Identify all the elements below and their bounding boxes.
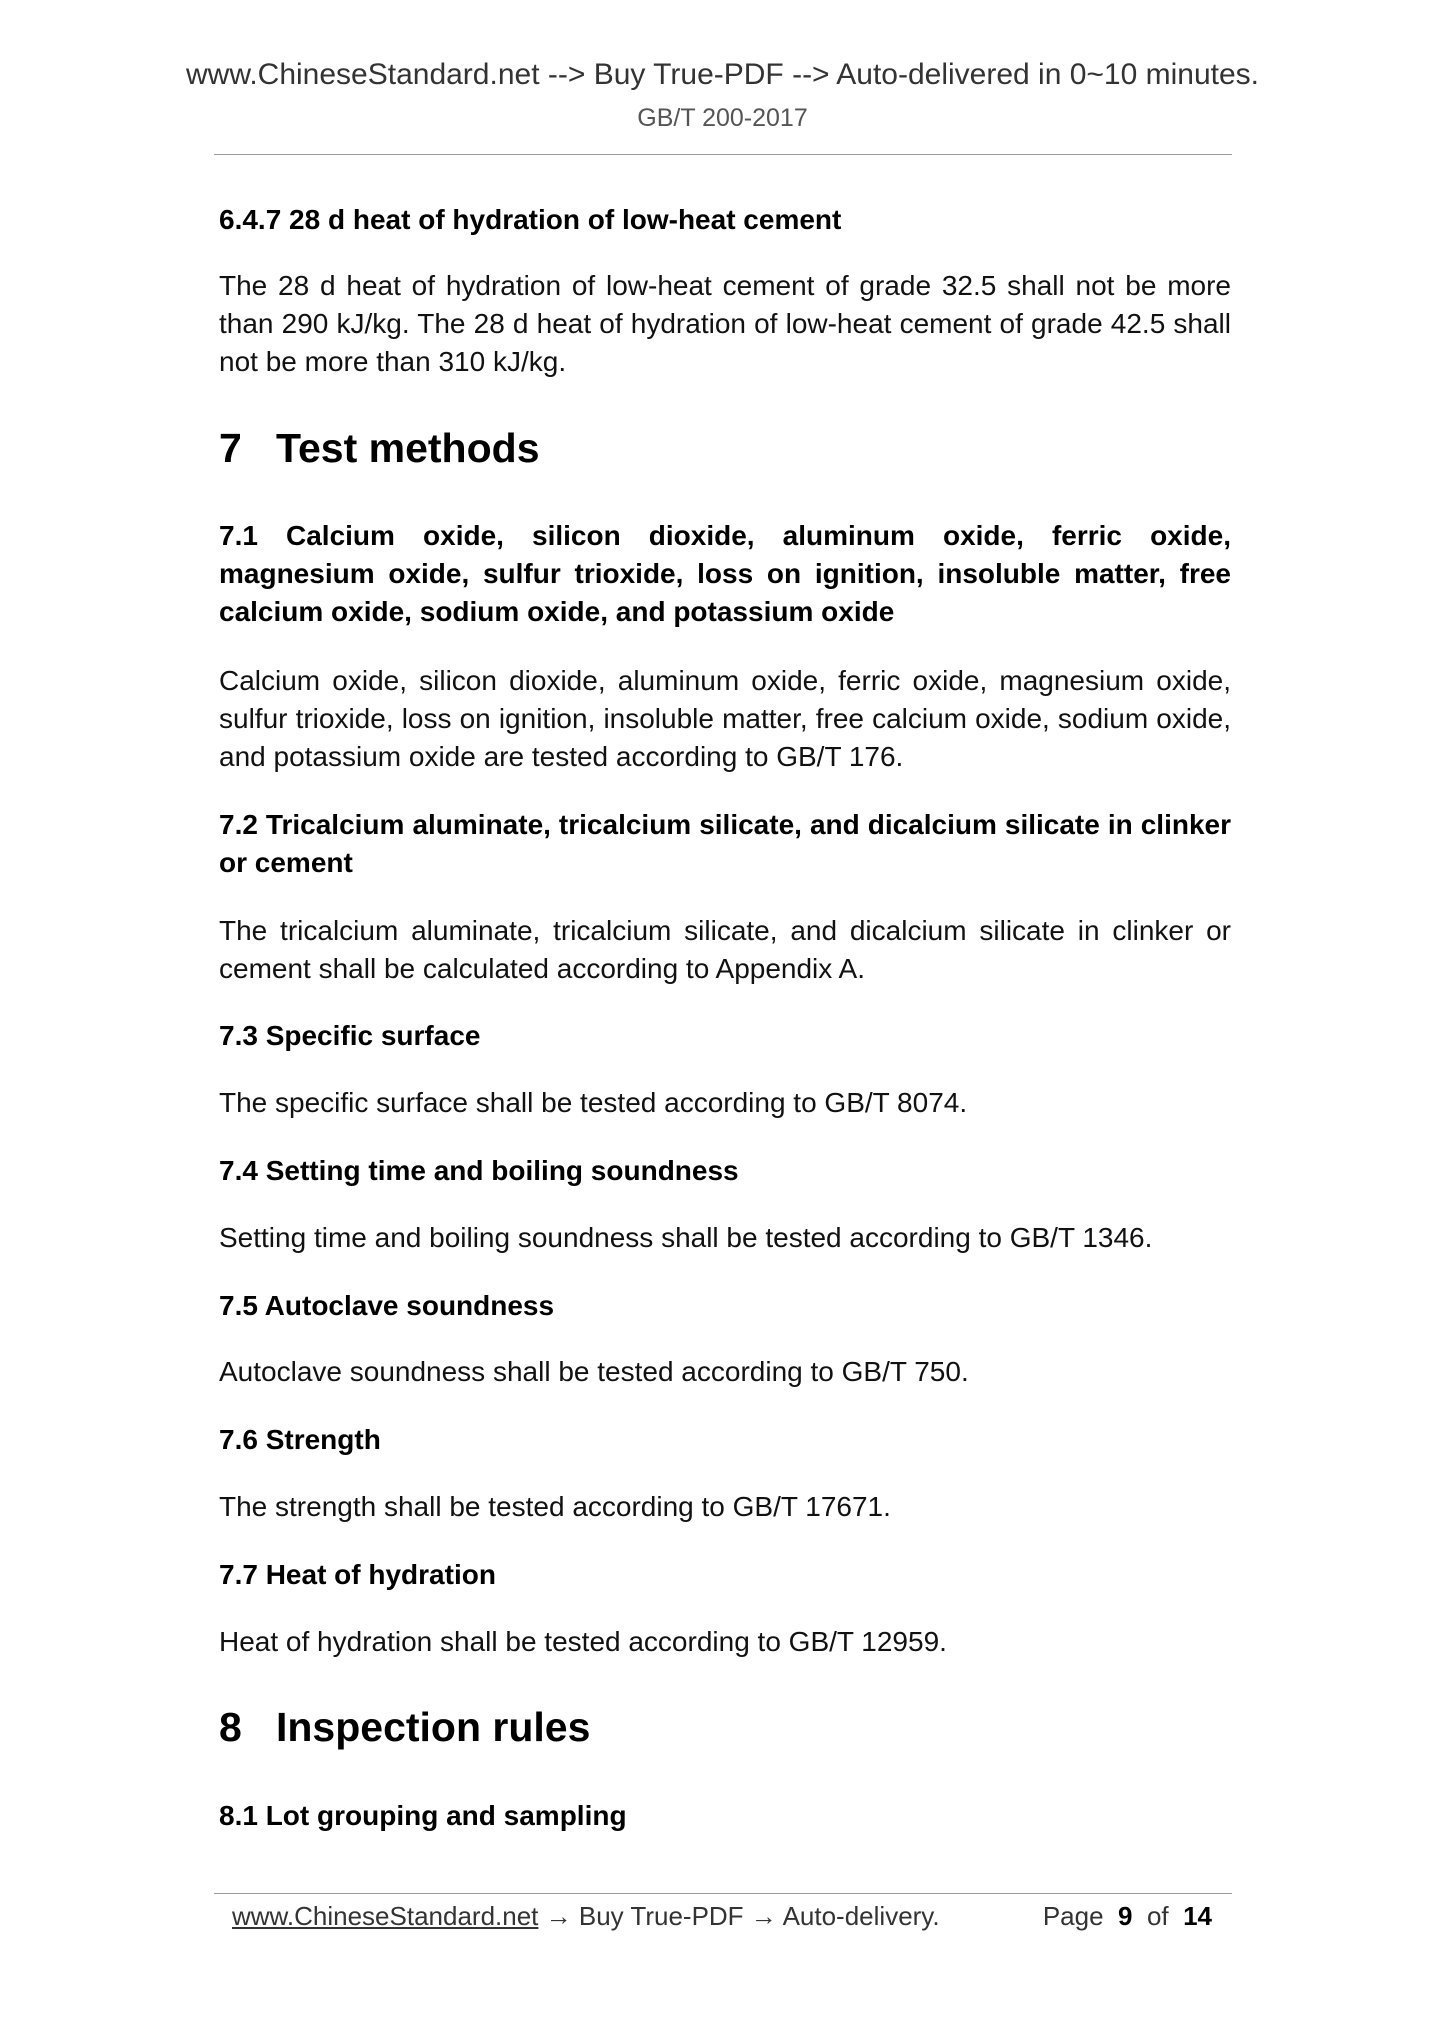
section-8-number: 8 bbox=[219, 1704, 242, 1750]
section-6-4-7-heading: 6.4.7 28 d heat of hydration of low-heat cement bbox=[219, 204, 842, 235]
section-8-heading bbox=[219, 1702, 1231, 1752]
section-7-number: 7 bbox=[219, 425, 242, 471]
page-footer bbox=[232, 1896, 1212, 1936]
section-6-4-7-body: The 28 d heat of hydration of low-heat cement of grade 32.5 shall not be more than 290 kJ/kg. The 28 d heat of hydration of low-heat cement of grade 42.5 shall not be more than 310 kJ/kg. bbox=[219, 270, 1231, 377]
section-7-4-heading: 7.4 Setting time and boiling soundness bbox=[219, 1155, 739, 1186]
section-8-title: Inspection rules bbox=[276, 1704, 591, 1750]
section-7-6-body: The strength shall be tested according to GB/T 17671. bbox=[219, 1491, 891, 1522]
page-indicator bbox=[1043, 1896, 1212, 1936]
section-7-6-heading: 7.6 Strength bbox=[219, 1424, 381, 1455]
section-7-2-heading: 7.2 Tricalcium aluminate, tricalcium silicate, and dicalcium silicate in clinker or cement bbox=[219, 809, 1231, 878]
section-7-7-body: Heat of hydration shall be tested according to GB/T 12959. bbox=[219, 1626, 947, 1657]
current-page-number: 9 bbox=[1118, 1901, 1133, 1931]
section-7-5-body: Autoclave soundness shall be tested according to GB/T 750. bbox=[219, 1356, 969, 1387]
header-banner: www.ChineseStandard.net --> Buy True-PDF --> Auto-delivered in 0~10 minutes. bbox=[185, 58, 1260, 91]
section-7-heading bbox=[219, 423, 1231, 473]
section-7-1-body: Calcium oxide, silicon dioxide, aluminum oxide, ferric oxide, magnesium oxide, sulfur trioxide, loss on ignition, insoluble matter, free calcium oxide, sodium oxide, and potassium oxide are tested according to GB/T 176. bbox=[219, 665, 1231, 772]
section-7-4-body: Setting time and boiling soundness shall be tested according to GB/T 1346. bbox=[219, 1222, 1153, 1253]
section-7-2-body: The tricalcium aluminate, tricalcium silicate, and dicalcium silicate in clinker or cement shall be calculated according to Appendix A. bbox=[219, 915, 1231, 984]
section-7-3-body: The specific surface shall be tested according to GB/T 8074. bbox=[219, 1087, 968, 1118]
header-divider bbox=[214, 154, 1232, 155]
section-7-1-heading: 7.1 Calcium oxide, silicon dioxide, aluminum oxide, ferric oxide, magnesium oxide, sulfur trioxide, loss on ignition, insoluble matter, free calcium oxide, sodium oxide, and potassium oxide bbox=[219, 520, 1231, 627]
section-7-5-heading: 7.5 Autoclave soundness bbox=[219, 1290, 555, 1321]
section-7-3-heading: 7.3 Specific surface bbox=[219, 1020, 481, 1051]
footer-divider bbox=[214, 1893, 1232, 1894]
page-word: Page bbox=[1042, 1901, 1104, 1931]
section-7-7-heading: 7.7 Heat of hydration bbox=[219, 1559, 496, 1590]
total-pages-number: 14 bbox=[1183, 1901, 1212, 1931]
document-id: GB/T 200-2017 bbox=[637, 104, 808, 132]
footer-site-link[interactable]: www.ChineseStandard.net bbox=[232, 1901, 539, 1931]
of-word: of bbox=[1146, 1901, 1169, 1931]
footer-tagline: → Buy True-PDF → Auto-delivery. bbox=[538, 1901, 940, 1931]
section-8-1-heading: 8.1 Lot grouping and sampling bbox=[219, 1800, 627, 1831]
section-7-title: Test methods bbox=[276, 425, 540, 471]
